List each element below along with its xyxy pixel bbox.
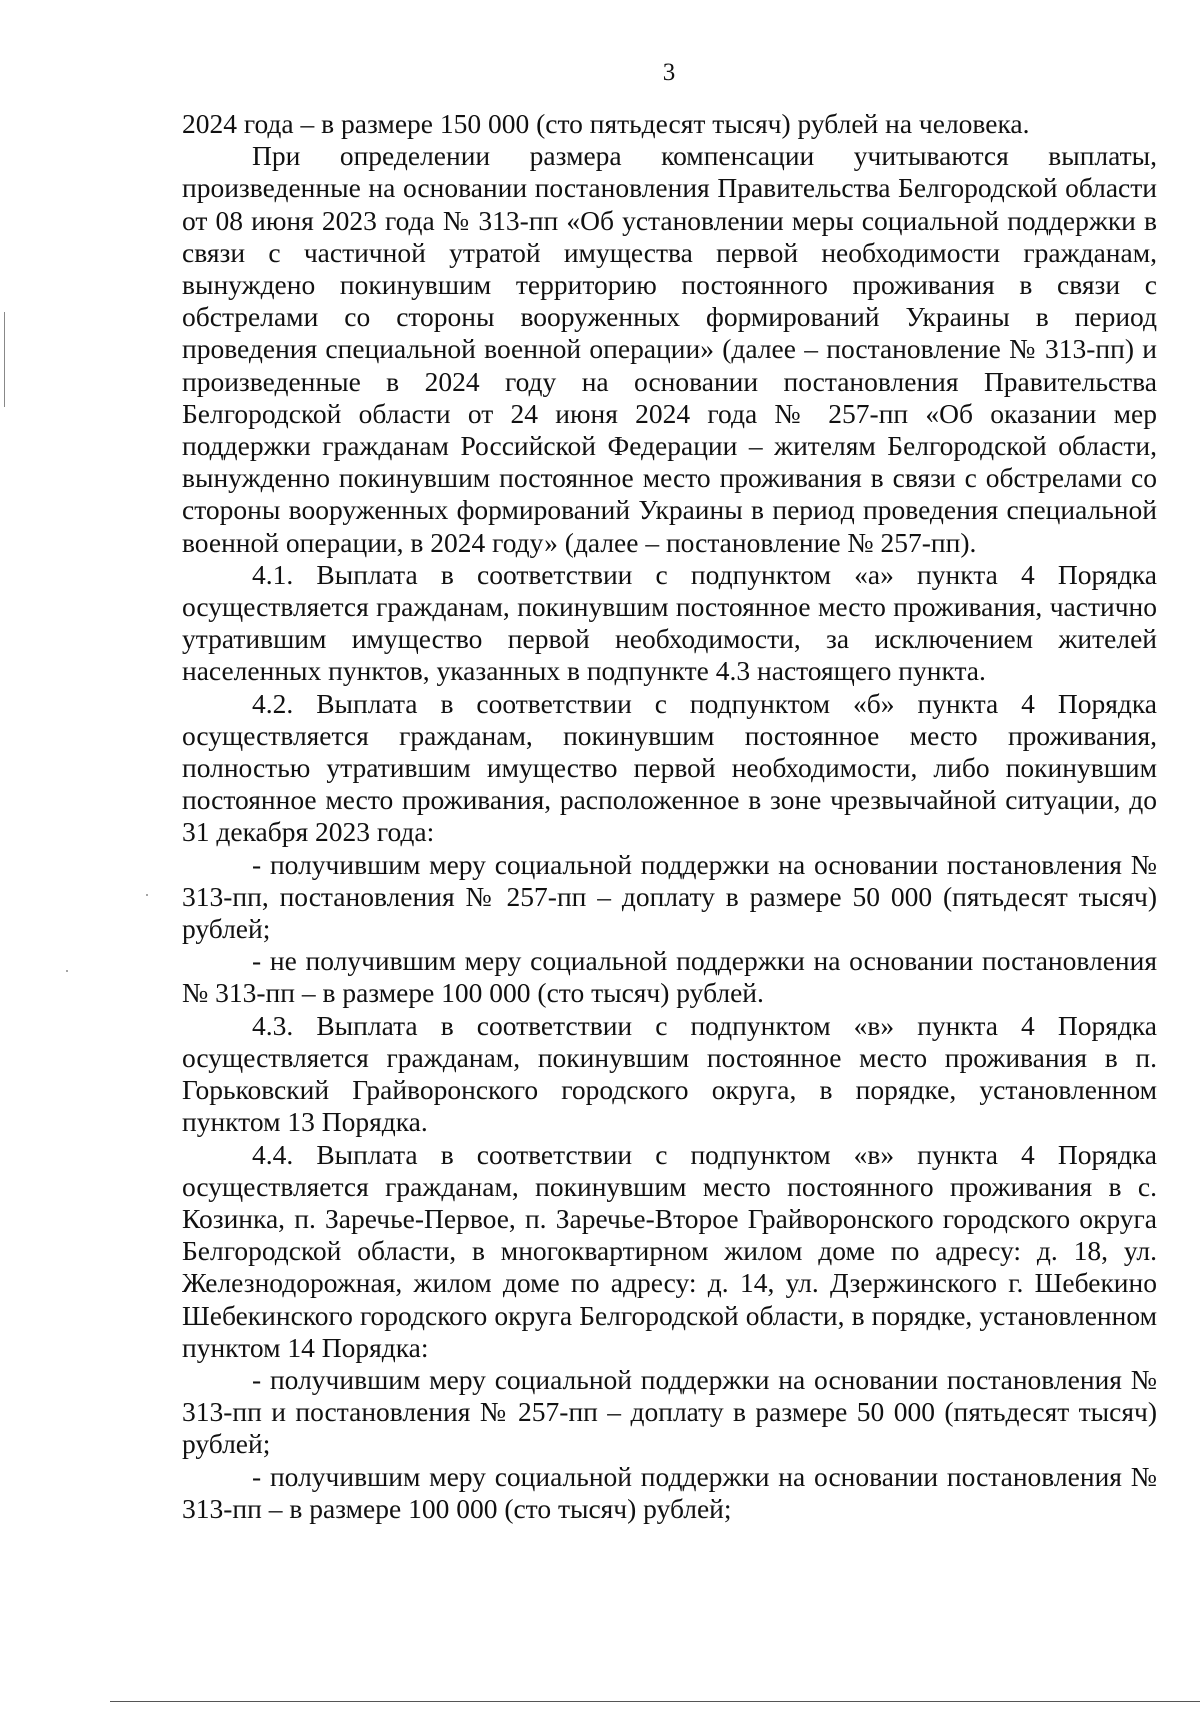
- paragraph-4-4: 4.4. Выплата в соответствии с подпунктом «в» пункта 4 Порядка осуществляется гражданам, покинувшим место постоянного проживания в с. Козинка, п. Заречье-Первое, п. Заречье-Второе Грайворонского городского округа Белгородской области, в многоквартирном жилом доме по адресу: д. 18, ул. Железнодорожная, жилом доме по адресу: д. 14, ул. Дзержинского г. Шебекино Шебекинского городского округа Белгородской области, в порядке, установленном пунктом 14 Порядка:: [182, 1138, 1157, 1363]
- scan-speck: [66, 970, 68, 972]
- scan-speck: [146, 894, 148, 896]
- document-body: [182, 108, 1157, 1525]
- paragraph-4-3: 4.3. Выплата в соответствии с подпунктом «в» пункта 4 Порядка осуществляется гражданам, покинувшим постоянное место проживания в п. Горьковский Грайворонского городского округа, в порядке, установленном пунктом 13 Порядка.: [182, 1009, 1157, 1138]
- page-bottom-edge: [110, 1701, 1200, 1702]
- paragraph-4-2: 4.2. Выплата в соответствии с подпунктом «б» пункта 4 Порядка осуществляется гражданам, покинувшим постоянное место проживания, полностью утратившим имущество первой необходимости, либо покинувшим постоянное место проживания, расположенное в зоне чрезвычайной ситуации, до 31 декабря 2023 года:: [182, 687, 1157, 848]
- list-item-4-2-received: - получившим меру социальной поддержки на основании постановления № 313-пп, постановления № 257-пп – доплату в размере 50 000 (пятьдесят тысяч) рублей;: [182, 848, 1157, 945]
- page-number: 3: [662, 59, 676, 86]
- paragraph-compensation: При определении размера компенсации учитываются выплаты, произведенные на основании постановления Правительства Белгородской области от 08 июня 2023 года № 313-пп «Об установлении меры социальной поддержки в связи с частичной утратой имущества первой необходимости гражданам, вынуждено покинувшим территорию постоянного проживания в связи с обстрелами со стороны вооруженных формирований Украины в период проведения специальной военной операции» (далее – постановление № 313-пп) и произведенные в 2024 году на основании постановления Правительства Белгородской области от 24 июня 2024 года № 257-пп «Об оказании мер поддержки гражданам Российской Федерации – жителям Белгородской области, вынужденно покинувшим постоянное место проживания в связи с обстрелами со стороны вооруженных формирований Украины в период проведения специальной военной операции, в 2024 году» (далее – постановление № 257-пп).: [182, 140, 1157, 558]
- paragraph-4-1: 4.1. Выплата в соответствии с подпунктом «а» пункта 4 Порядка осуществляется гражданам, покинувшим постоянное место проживания, частично утратившим имущество первой необходимости, за исключением жителей населенных пунктов, указанных в подпункте 4.3 настоящего пункта.: [182, 558, 1157, 687]
- paragraph-continuation: 2024 года – в размере 150 000 (сто пятьдесят тысяч) рублей на человека.: [182, 108, 1030, 139]
- list-item-4-4-received-both: - получившим меру социальной поддержки на основании постановления № 313-пп и постановления № 257-пп – доплату в размере 50 000 (пятьдесят тысяч) рублей;: [182, 1363, 1157, 1460]
- list-item-4-2-not-received: - не получившим меру социальной поддержки на основании постановления № 313-пп – в размере 100 000 (сто тысяч) рублей.: [182, 945, 1157, 1009]
- scan-edge-mark: [4, 312, 5, 407]
- list-item-4-4-received-313: - получившим меру социальной поддержки на основании постановления № 313-пп – в размере 100 000 (сто тысяч) рублей;: [182, 1460, 1157, 1524]
